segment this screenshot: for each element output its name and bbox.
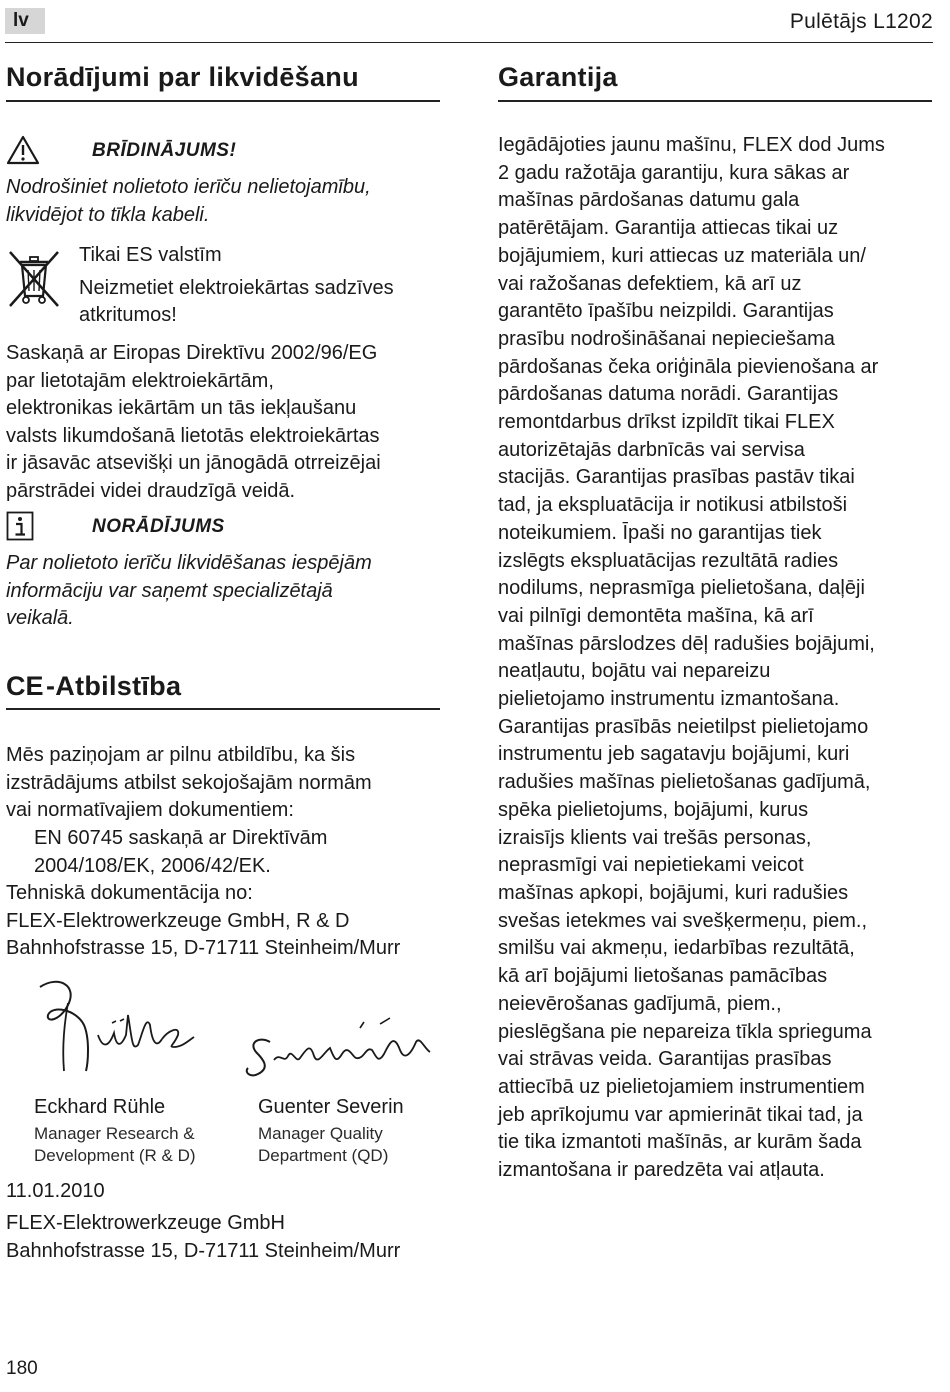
warranty-heading-rule — [498, 100, 932, 102]
directive-line: elektronikas iekārtām un tās iekļaušanu — [6, 397, 357, 419]
info-icon — [6, 511, 34, 541]
eu-text-line: atkritumos! — [79, 304, 177, 326]
warranty-line: attiecībā uz pielietojamiem instrumentiem — [498, 1075, 865, 1098]
warranty-line: neprasmīgi vai nepietiekami veicot — [498, 854, 804, 877]
header-divider — [5, 42, 933, 43]
warranty-line: neatļautu, bojātu vai nepareizu — [498, 660, 771, 683]
signer-1-name: Eckhard Rühle — [34, 1096, 166, 1118]
warranty-line: nodilums, neprasmīga pielietošana, daļēji — [498, 577, 865, 600]
warranty-line: pārdošanas čeka oriģināla pievienošana ar — [498, 355, 879, 378]
declaration-date: 11.01.2010 — [6, 1180, 105, 1202]
directive-paragraph — [6, 340, 446, 505]
signer-1-role-line: Manager Research & — [34, 1124, 195, 1143]
conformity-intro-line: vai normatīvajiem dokumentiem: — [6, 799, 294, 821]
company-name: FLEX-Elektrowerkzeuge GmbH — [6, 1212, 285, 1234]
directive-line: pārstrādei videi draudzīgā veidā. — [6, 479, 296, 502]
note-line: Par nolietoto ierīču likvidēšanas iespējām — [6, 552, 372, 574]
warranty-line: mašīnas pārdošanas datumu gala — [498, 189, 800, 212]
warranty-line: mašīnas pārslodzes dēļ radušies bojājumi, — [498, 632, 875, 655]
directive-line: ir jāsavāc atsevišķi un jānogādā otrreizējai — [6, 452, 381, 474]
directive-line: Saskaņā ar Eiropas Direktīvu 2002/96/EG — [6, 342, 378, 364]
standards — [34, 825, 454, 880]
warning-label: BRĪDINĀJUMS! — [92, 140, 237, 161]
eu-text — [79, 275, 449, 329]
techdoc-line: Bahnhofstrasse 15, D-71711 Steinheim/Murr — [6, 937, 401, 959]
language-tag: lv — [5, 8, 45, 34]
warranty-line: vai ražošanas defektiem, kā arī uz — [498, 272, 802, 295]
conformity-intro-line: Mēs paziņojam ar pilnu atbildību, ka šis — [6, 744, 356, 766]
warranty-line: izraisījs klients vai trešās personas, — [498, 826, 812, 849]
signature-severin — [240, 1012, 440, 1092]
warranty-line: vai pilnīgi demontēta mašīna, kā arī — [498, 604, 814, 627]
conformity-intro — [6, 742, 446, 825]
warning-text-line: likvidējot to tīkla kabeli. — [6, 203, 210, 226]
note-text — [6, 550, 446, 633]
warranty-line: 2 gadu ražotāja garantiju, kura sākas ar — [498, 161, 850, 184]
warranty-line: kā arī bojājumi lietošanas pamācības — [498, 965, 828, 988]
warranty-line: tad, ja ekspluatācija ir notikusi atbilstoši — [498, 494, 848, 517]
warranty-heading: Garantija — [498, 62, 618, 92]
warranty-text — [498, 132, 938, 1185]
eu-title: Tikai ES valstīm — [79, 244, 222, 266]
company-block — [6, 1210, 451, 1265]
warranty-line: izslēgts ekspluatācijas rezultātā radies — [498, 549, 839, 572]
warranty-line: svešas ietekmes vai svešķermeņu, piem., — [498, 909, 868, 932]
company-address: Bahnhofstrasse 15, D-71711 Steinheim/Murr — [6, 1239, 401, 1262]
warranty-line: mašīnas apkopi, bojājumi, kuri radušies — [498, 881, 849, 904]
note-line: veikalā. — [6, 607, 74, 629]
warranty-line: garantēto īpašību neizpildi. Garantijas — [498, 300, 834, 323]
warranty-line: instrumentu jeb sagatavju bojājumi, kuri — [498, 743, 850, 766]
warranty-line: smilšu vai akmeņu, iedarbības rezultātā, — [498, 937, 855, 960]
document-title: Pulētājs L1202 — [789, 10, 933, 33]
signature-ruhle — [28, 975, 208, 1085]
warranty-line: pārdošanas datuma norādi. Garantijas — [498, 383, 839, 406]
disposal-heading-rule — [6, 100, 440, 102]
warranty-line: radušies mašīnas pielietošanas gadījumā, — [498, 771, 871, 794]
warranty-line: pieslēgšana pie nepareiza tīkla sprieguma — [498, 1020, 872, 1043]
warning-icon — [6, 135, 40, 165]
conformity-intro-line: izstrādājums atbilst sekojošajām normām — [6, 771, 372, 794]
directive-line: valsts likumdošanā lietotās elektroiekārtas — [6, 424, 380, 447]
warranty-line: Garantijas prasībās neietilpst pielietojamo — [498, 715, 869, 738]
warranty-line: prasību nodrošināšanai nepieciešama — [498, 327, 835, 350]
signer-2-role — [258, 1123, 388, 1167]
note-label: NORĀDĪJUMS — [92, 516, 225, 537]
standard-line: EN 60745 saskaņā ar Direktīvām — [34, 827, 328, 849]
techdoc-line: FLEX-Elektrowerkzeuge GmbH, R & D — [6, 909, 350, 932]
warranty-line: remontdarbus drīkst izpildīt tikai FLEX — [498, 411, 835, 434]
warranty-line: neievērošanas gadījumā, piem., — [498, 992, 782, 1015]
warranty-line: pielietojamo instrumentu izmantošana. — [498, 688, 840, 711]
signer-2-role-line: Manager Quality — [258, 1124, 383, 1143]
warning-text — [6, 174, 446, 229]
warranty-line: stacijās. Garantijas prasības pastāv tikai — [498, 466, 855, 489]
disposal-heading: Norādījumi par likvidēšanu — [6, 62, 359, 92]
warranty-line: bojājumiem, kuri attiecas uz materiāla un/ — [498, 244, 866, 267]
warranty-line: izmantošana ir paredzēta vai atļauta. — [498, 1159, 825, 1182]
techdoc — [6, 880, 451, 963]
warranty-line: patērētājam. Garantija attiecas tikai uz — [498, 217, 839, 240]
warranty-line: tie tika izmantoti mašīnās, ar kurām šada — [498, 1131, 862, 1154]
directive-line: par lietotajām elektroiekārtām, — [6, 369, 274, 392]
signer-2-role-line: Department (QD) — [258, 1146, 389, 1165]
warning-text-line: Nodrošiniet nolietoto ierīču nelietojamību, — [6, 176, 371, 198]
warranty-line: spēka pielietojums, bojājumi, kurus — [498, 798, 809, 821]
signer-1-role-line: Development (R & D) — [34, 1146, 196, 1165]
ce-mark: CE — [6, 671, 44, 701]
conformity-heading-rule — [6, 708, 440, 710]
warranty-line: vai strāvas veida. Garantijas prasības — [498, 1048, 832, 1071]
standard-line: 2004/108/EK, 2006/42/EK. — [34, 854, 271, 877]
warranty-line: jeb aprīkojumu var apmierināt tikai tad, ja — [498, 1103, 863, 1126]
signer-1-role — [34, 1123, 196, 1167]
techdoc-line: Tehniskā dokumentācija no: — [6, 882, 253, 904]
crossed-out-bin-icon — [6, 248, 62, 310]
warranty-line: autorizētajās darbnīcās vai servisa — [498, 438, 805, 461]
page-number: 180 — [6, 1358, 38, 1379]
eu-text-line: Neizmetiet elektroiekārtas sadzīves — [79, 277, 394, 299]
warranty-line: noteikumiem. Īpaši no garantijas tiek — [498, 521, 822, 544]
warranty-line: Iegādājoties jaunu mašīnu, FLEX dod Jums — [498, 134, 885, 156]
conformity-heading: -Atbilstība — [46, 671, 182, 701]
note-line: informāciju var saņemt specializētajā — [6, 579, 333, 602]
signer-2-name: Guenter Severin — [258, 1096, 404, 1118]
